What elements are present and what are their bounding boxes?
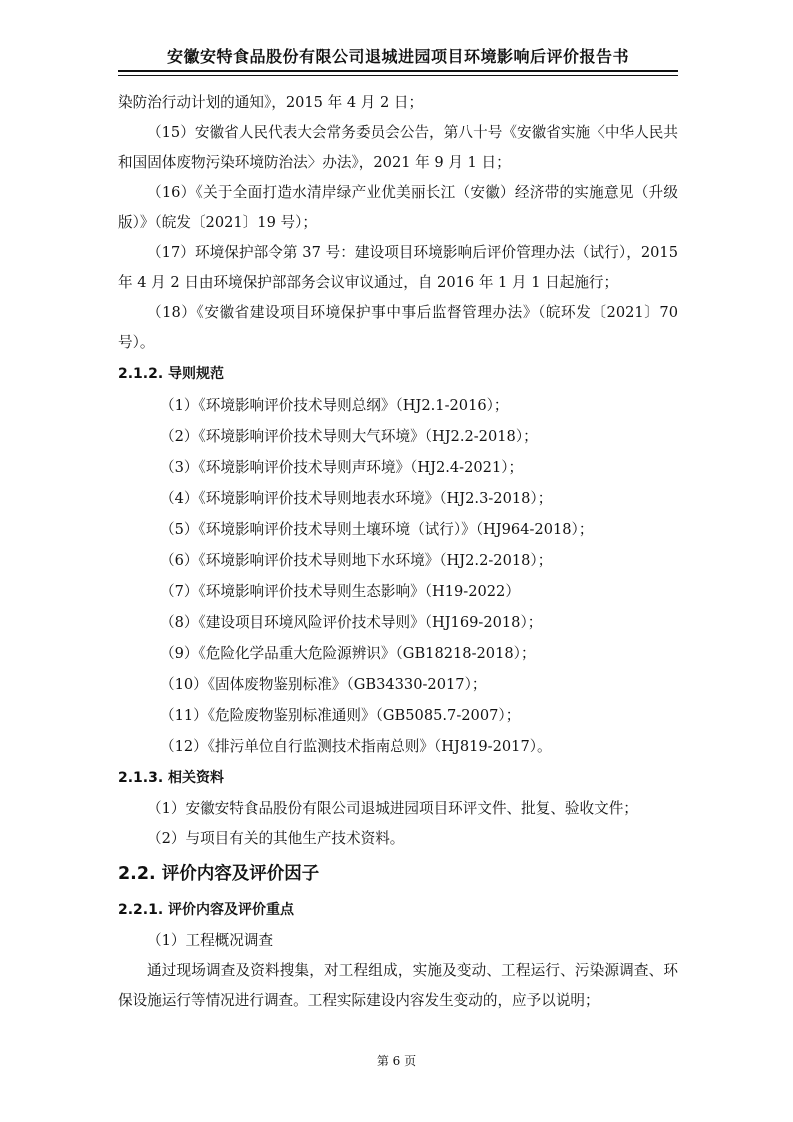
page-number: 第 6 页 (376, 1054, 417, 1068)
header-rule-thick (118, 70, 678, 72)
regulation-item-15: （15）安徽省人民代表大会常务委员会公告，第八十号《安徽省实施〈中华人民共和国固体废物污染环境防治法〉办法》，2021 年 9 月 1 日； (118, 124, 678, 171)
section-heading-2-2-1: 2.2.1. 评价内容及评价重点 (118, 902, 295, 918)
guideline-item: （1）《环境影响评价技术导则总纲》（HJ2.1-2016）； (160, 397, 509, 414)
regulation-item-16: （16）《关于全面打造水清岸绿产业优美丽长江（安徽）经济带的实施意见（升级版）》（皖发〔2021〕19 号）； (118, 184, 678, 231)
guideline-item: （12）《排污单位自行监测技术指南总则》（HJ819-2017）。 (160, 738, 552, 755)
guideline-item: （9）《危险化学品重大危险源辨识》（GB18218-2018）； (160, 645, 536, 662)
guideline-item: （2）《环境影响评价技术导则大气环境》（HJ2.2-2018）； (160, 428, 538, 445)
document-header-title: 安徽安特食品股份有限公司退城进园项目环境影响后评价报告书 (166, 47, 629, 66)
regulation-item-17: （17）环境保护部令第 37 号：建设项目环境影响后评价管理办法（试行），2015 年 4 月 2 日由环境保护部部务会议审议通过，自 2016 年 1 月 1 日起施行； (118, 244, 678, 291)
evaluation-item-1: （1）工程概况调查 (147, 932, 274, 949)
guideline-item: （3）《环境影响评价技术导则声环境》（HJ2.4-2021）； (160, 459, 524, 476)
guideline-item: （6）《环境影响评价技术导则地下水环境》（HJ2.2-2018）； (160, 552, 553, 569)
guideline-item: （4）《环境影响评价技术导则地表水环境》（HJ2.3-2018）； (160, 490, 553, 507)
section-heading-2-1-3: 2.1.3. 相关资料 (118, 770, 225, 786)
guideline-item: （11）《危险废物鉴别标准通则》（GB5085.7-2007）； (160, 707, 521, 724)
page-body (118, 88, 678, 1016)
header-rule-thin (118, 75, 678, 76)
guideline-item: （10）《固体废物鉴别标准》（GB34330-2017）； (160, 676, 487, 693)
section-heading-2-2: 2.2. 评价内容及评价因子 (118, 864, 320, 884)
reference-item: （2）与项目有关的其他生产技术资料。 (147, 830, 405, 847)
guideline-item: （5）《环境影响评价技术导则土壤环境（试行）》（HJ964-2018）； (160, 521, 594, 538)
guideline-item: （8）《建设项目环境风险评价技术导则》（HJ169-2018）； (160, 614, 543, 631)
guideline-item: （7）《环境影响评价技术导则生态影响》（H19-2022） (160, 583, 520, 600)
evaluation-paragraph: 通过现场调查及资料搜集，对工程组成，实施及变动、工程运行、污染源调查、环保设施运行等情况进行调查。工程实际建设内容发生变动的，应予以说明； (118, 962, 678, 1009)
section-heading-2-1-2: 2.1.2. 导则规范 (118, 366, 225, 382)
reference-item: （1）安徽安特食品股份有限公司退城进园项目环评文件、批复、验收文件； (147, 800, 638, 817)
regulation-item-18: （18）《安徽省建设项目环境保护事中事后监督管理办法》（皖环发〔2021〕70 号）。 (118, 304, 678, 351)
continuation-line: 染防治行动计划的通知》，2015 年 4 月 2 日； (118, 94, 424, 111)
